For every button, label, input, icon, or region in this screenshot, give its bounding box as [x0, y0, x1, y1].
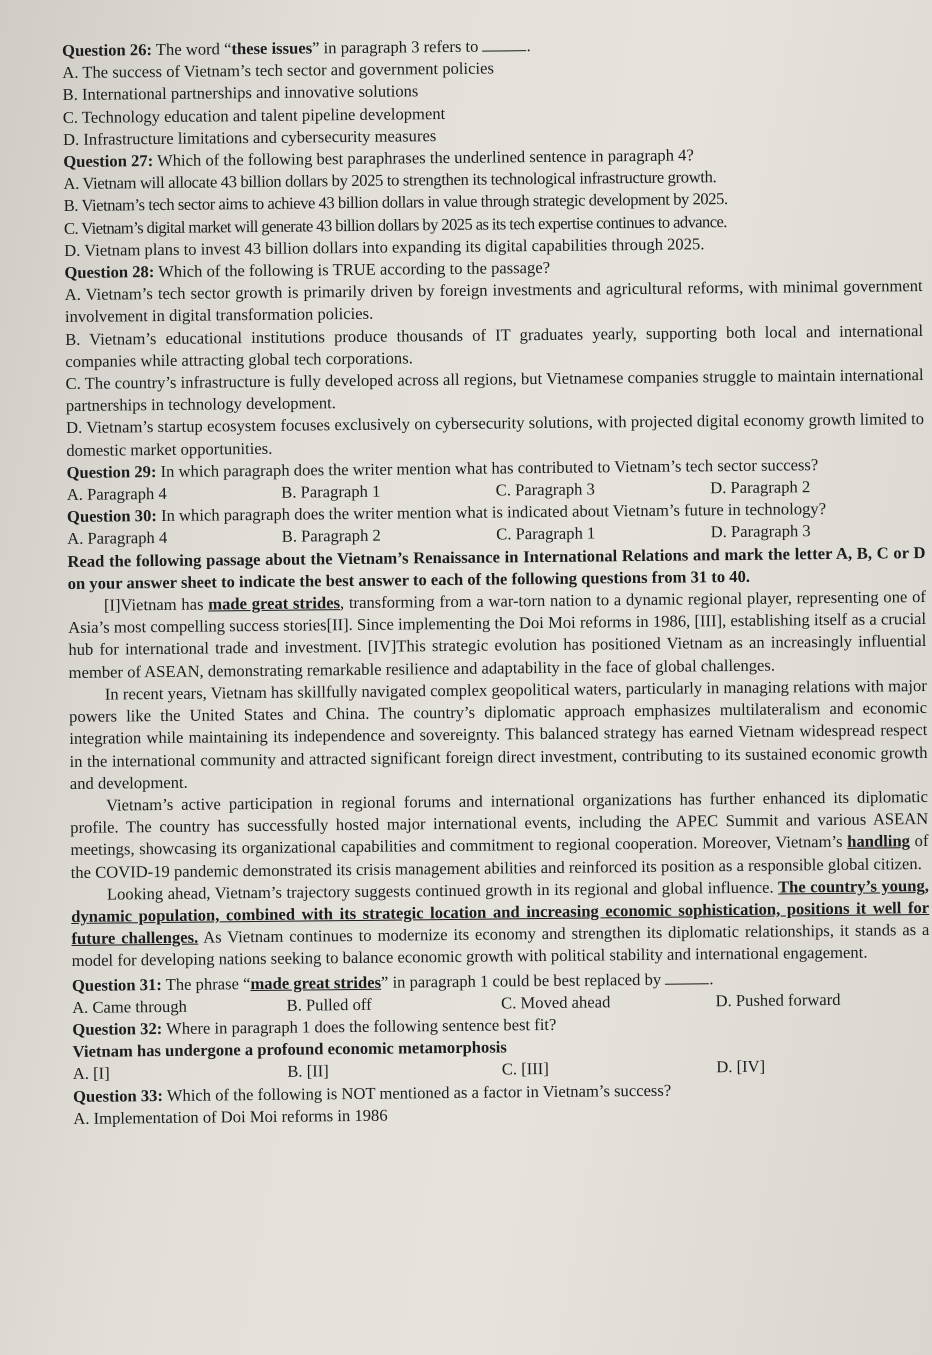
section-instruction: Read the following passage about the Vietnam’s Renaissance in International Relations and mark the letter A, B, C or D on your answer sheet to indicate the best answer to each of the following questions from 31 to 40.: [67, 542, 926, 593]
q31-option-b: B. Pulled off: [286, 994, 372, 1015]
passage-paragraph-1: [I]Vietnam has made great strides, transforming from a war-torn nation to a dynamic regional player, representing one of Asia’s most compelling success stories[II]. Since implementing the Doi Moi reforms in 1986, [III], establishing itself as a crucial hub for international trade and investment. [IV]This strategic evolution has positioned Vietnam as an increasingly influential member of ASEAN, demonstrating remarkable resilience and adaptability in the face of global challenges.: [68, 587, 927, 682]
q26-option-b: B. International partnerships and innovative solutions: [62, 81, 419, 105]
question-27-stem: Question 27: Which of the following best paraphrases the underlined sentence in paragraph 4?: [63, 145, 694, 172]
question-29-stem: Question 29: In which paragraph does the writer mention what has contributed to Vietnam’s tech sector success?: [66, 454, 819, 482]
q28-option-b: B. Vietnam’s educational institutions produce thousands of IT graduates yearly, supporting both local and international companies while attracting global tech corporations.: [65, 320, 924, 371]
q26-option-a: A. The success of Vietnam’s tech sector and government policies: [62, 58, 494, 83]
question-30-stem: Question 30: In which paragraph does the writer mention what is indicated about Vietnam’s future in technology?: [66, 499, 827, 527]
q28-option-c: C. The country’s infrastructure is fully developed across all regions, but Vietnamese companies struggle to maintain international partnerships in technology development.: [65, 365, 924, 416]
question-31-stem: Question 31: The phrase “made great strides” in paragraph 1 could be best replaced by .: [71, 968, 714, 995]
q30-option-c: C. Paragraph 1: [496, 523, 596, 544]
answer-blank: [665, 969, 709, 984]
q32-sentence: Vietnam has undergone a profound economic metamorphosis: [72, 1037, 507, 1062]
answer-blank: [482, 36, 526, 51]
exam-content: [62, 31, 931, 1130]
question-32-stem: Question 32: Where in paragraph 1 does the following sentence best fit?: [72, 1014, 557, 1039]
q30-option-a: A. Paragraph 4: [67, 528, 168, 549]
q27-option-a: A. Vietnam will allocate 43 billion dollars by 2025 to strengthen its technological infrastructure growth.: [63, 167, 717, 194]
question-28-stem: Question 28: Which of the following is TRUE according to the passage?: [64, 257, 551, 283]
q32-option-c: C. [III]: [501, 1059, 549, 1079]
q32-option-b: B. [II]: [287, 1061, 329, 1082]
q27-option-d: D. Vietnam plans to invest 43 billion dollars into expanding its digital capabilities through 2025.: [64, 234, 705, 260]
q28-option-d: D. Vietnam’s startup ecosystem focuses exclusively on cybersecurity solutions, with projected digital economy growth limited to domestic market opportunities.: [65, 409, 925, 460]
q30-option-b: B. Paragraph 2: [281, 526, 381, 547]
q29-option-d: D. Paragraph 2: [710, 477, 811, 498]
passage-paragraph-4: Looking ahead, Vietnam’s trajectory suggests continued growth in its regional and global influence. The country’s young, dynamic population, combined with its strategic location and increasing economic sophistication, positions it well for future challenges. As Vietnam continues to modernize its economy and strengthen its diplomatic relationships, it stands as a model for developing nations seeking to balance economic growth with political stability and international engagement.: [71, 875, 930, 971]
q29-option-a: A. Paragraph 4: [66, 483, 167, 505]
q29-option-c: C. Paragraph 3: [495, 479, 595, 500]
q31-option-a: A. Came through: [72, 996, 187, 1017]
q31-option-c: C. Moved ahead: [501, 992, 611, 1013]
question-33-stem: Question 33: Which of the following is NOT mentioned as a factor in Vietnam’s success?: [72, 1080, 672, 1106]
passage-paragraph-2: In recent years, Vietnam has skillfully navigated complex geopolitical waters, particularly in managing relations with major powers like the United States and China. The country’s diplomatic approach emphasizes multilateralism and economic integration while maintaining its independence and sovereignty. This balanced strategy has earned Vietnam widespread respect in the international community and attracted significant foreign direct investment, contributing to its sustained economic growth and development.: [68, 675, 928, 793]
q31-option-d: D. Pushed forward: [715, 989, 841, 1010]
q33-option-a: A. Implementation of Doi Moi reforms in 1986: [73, 1105, 388, 1128]
q26-option-c: C. Technology education and talent pipeline development: [62, 103, 446, 127]
q28-option-a: A. Vietnam’s tech sector growth is primarily driven by foreign investments and agricultural reforms, with minimal government involvement in digital transformation policies.: [64, 276, 923, 327]
question-26-stem: Question 26: The word “these issues” in paragraph 3 refers to .: [62, 36, 531, 60]
q27-option-c: C. Vietnam’s digital market will generate 43 billion dollars by 2025 as its tech expertise continues to advance.: [63, 211, 727, 238]
q29-option-b: B. Paragraph 1: [281, 481, 381, 502]
q32-option-a: A. [I]: [72, 1063, 110, 1084]
q26-option-d: D. Infrastructure limitations and cybersecurity measures: [62, 125, 437, 149]
q32-option-d: D. [IV]: [716, 1057, 766, 1077]
q30-option-d: D. Paragraph 3: [710, 521, 811, 542]
q27-option-b: B. Vietnam’s tech sector aims to achieve 43 billion dollars in value through strategic development by 2025.: [63, 189, 728, 216]
passage-paragraph-3: Vietnam’s active participation in regional forums and international organizations has further enhanced its diplomatic profile. The country has successfully hosted major international events, including the APEC Summit and various ASEAN meetings, showcasing its organizational capabilities and commitment to regional cooperation. Moreover, Vietnam’s handling of the COVID-19 pandemic demonstrated its crisis management abilities and reinforced its position as a responsible global citizen.: [70, 786, 929, 882]
